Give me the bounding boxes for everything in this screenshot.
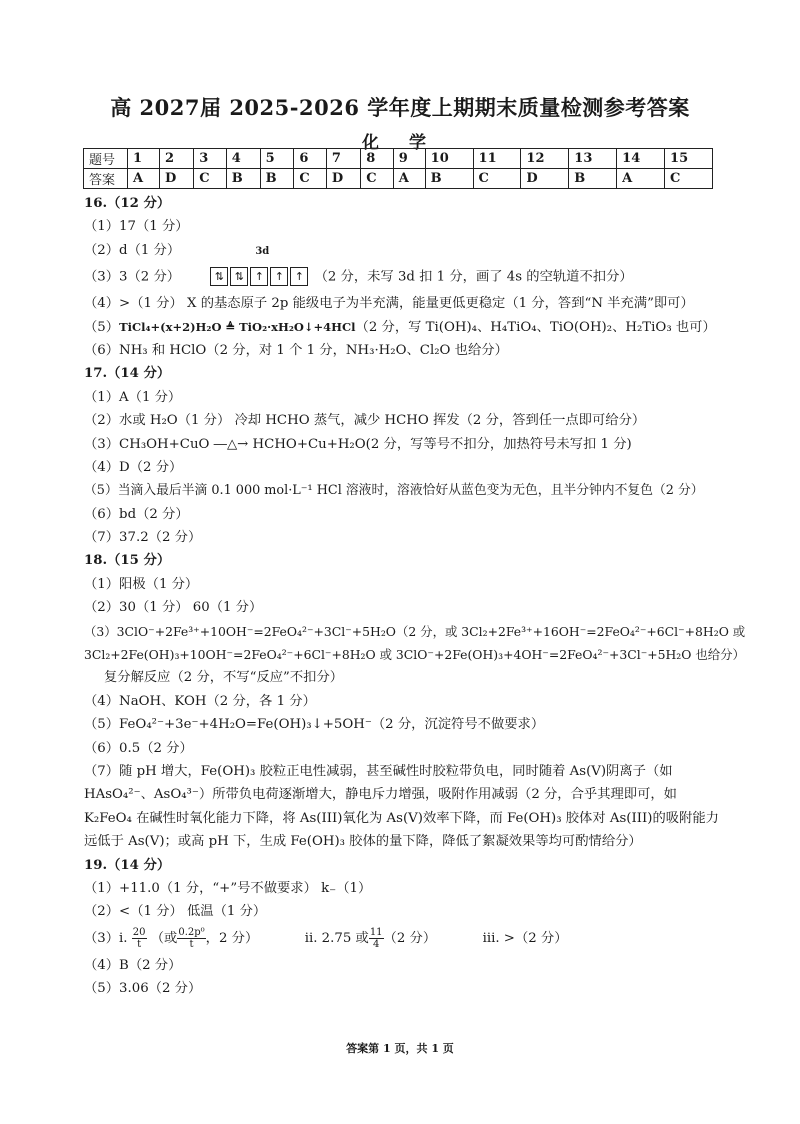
answer-key-table: [83, 148, 713, 189]
q17-line-1: （1）A（1 分）: [84, 389, 182, 405]
table-cell: 3: [194, 149, 227, 169]
table-cell: 8: [361, 149, 394, 169]
orbital-diagram: [210, 246, 310, 292]
q17-line-3: （3）CH₃OH+CuO ―△→ HCHO+Cu+H₂O(2 分，写等号不扣分，加热符号未写扣 1 分): [84, 436, 632, 452]
answer-row: [84, 169, 713, 189]
fraction-denominator: 4: [372, 938, 380, 950]
q16-heading: 16.（12 分）: [84, 196, 171, 211]
subject-heading: 化 学: [362, 133, 438, 153]
orbital-box: ⇅: [230, 267, 248, 286]
table-cell: 7: [326, 149, 360, 169]
q19-line-5: （5）3.06（2 分）: [84, 981, 202, 997]
answer-content: [84, 192, 746, 1001]
fraction: [369, 927, 384, 950]
table-cell: D: [159, 169, 193, 189]
table-cell: 11: [473, 149, 521, 169]
fraction-numerator: 20: [132, 926, 146, 938]
row-header-answer: 答案: [84, 169, 128, 189]
table-cell: 12: [521, 149, 569, 169]
q17-line-5: （5）当滴入最后半滴 0.1 000 mol·L⁻¹ HCl 溶液时，溶液恰好从蓝色变为无色，且半分钟内不复色（2 分）: [84, 483, 704, 499]
fraction-numerator: 11: [369, 926, 383, 938]
table-cell: C: [361, 169, 394, 189]
q18-line-2: （2）30（1 分） 60（1 分）: [84, 600, 263, 616]
fraction-denominator: t: [137, 938, 142, 950]
q18-line-6: （6）0.5（2 分）: [84, 740, 193, 756]
table-cell: B: [260, 169, 294, 189]
q18-line-5: （5）FeO₄²⁻+3e⁻+4H₂O=Fe(OH)₃↓+5OH⁻（2 分，沉淀符号不做要求）: [84, 717, 545, 733]
q18-line-4: （4）NaOH、KOH（2 分，各 1 分）: [84, 693, 316, 709]
fraction: [132, 927, 147, 950]
fraction-numerator: 0.2p⁰: [178, 926, 205, 938]
fraction-denominator: t: [189, 938, 194, 950]
table-cell: A: [617, 169, 665, 189]
q19-line-3-mid1: （或: [150, 930, 178, 946]
q19-line-3-part-iii: iii. >（2 分）: [482, 930, 568, 946]
table-cell: 2: [159, 149, 193, 169]
q19-heading: 19.（14 分）: [84, 857, 171, 873]
q19-line-1: （1）+11.0（1 分，“+”号不做要求） k₋（1）: [84, 881, 372, 896]
q18-line-1: （1）阳极（1 分）: [84, 576, 199, 592]
fraction: [177, 927, 205, 950]
table-cell: B: [425, 169, 473, 189]
q16-line-5: [84, 316, 724, 339]
q16-line-3-note: （2 分，未写 3d 扣 1 分，画了 4s 的空轨道不扣分）: [314, 269, 633, 285]
q18-line-7: （7）随 pH 增大，Fe(OH)₃ 胶粒正电性减弱，甚至碱性时胶粒带负电，同时随着 As(V)阴离子（如 HAsO₄²⁻、AsO₄³⁻）所带负电荷逐渐增大，静电斥力增强，吸附作用减弱（2 分，合乎其理即可，如 K₂FeO₄ 在碱性时氧化能力下降，将 As(III)氧化为 As(V)效率下降，而 Fe(OH)₃ 胶体对 As(III)的吸附能力远低于 As(V)；或高 pH 下，生成 Fe(OH)₃ 胶体的量下降，降低了絮凝效果等均可酌情给分）: [84, 763, 719, 850]
question-number-row: [84, 149, 713, 169]
table-cell: A: [393, 169, 425, 189]
orbital-box: ↑: [270, 267, 288, 286]
table-cell: A: [128, 169, 160, 189]
q16-line-1: （1）17（1 分）: [84, 219, 189, 235]
table-cell: C: [665, 169, 713, 189]
page-title: 高 2027届 2025-2026 学年度上期期末质量检测参考答案: [110, 95, 690, 120]
page-footer: 答案第 1 页，共 1 页: [346, 1042, 454, 1055]
q19-line-3: [84, 924, 724, 954]
table-cell: B: [569, 169, 617, 189]
table-cell: 13: [569, 149, 617, 169]
table-cell: C: [294, 169, 327, 189]
table-cell: 5: [260, 149, 294, 169]
table-cell: D: [326, 169, 360, 189]
q18-line-3b: 3Cl₂+2Fe(OH)₃+10OH⁻=2FeO₄²⁻+6Cl⁻+8H₂O 或 3ClO⁻+2Fe(OH)₃+4OH⁻=2FeO₄²⁻+3Cl⁻+5H₂O 也给分）: [84, 647, 745, 663]
q19-line-3-mid2: ，2 分）: [205, 930, 259, 946]
table-cell: 9: [393, 149, 425, 169]
table-cell: 15: [665, 149, 713, 169]
q18-heading: 18.（15 分）: [84, 553, 171, 569]
q17-line-2: （2）水或 H₂O（1 分） 冷却 HCHO 蒸气，减少 HCHO 挥发（2 分，答到任一点即可给分）: [84, 413, 646, 429]
orbital-box: ↑: [290, 267, 308, 286]
q17-line-4: （4）D（2 分）: [84, 459, 183, 475]
q19-line-3-part-ii-note: （2 分）: [383, 930, 437, 946]
q17-line-6: （6）bd（2 分）: [84, 506, 189, 522]
q16-line-5-note: （2 分，写 Ti(OH)₄、H₄TiO₄、TiO(OH)₂、H₂TiO₃ 也可）: [355, 319, 716, 335]
q19-line-2: （2）<（1 分） 低温（1 分）: [84, 904, 267, 920]
q16-line-6: （6）NH₃ 和 HClO（2 分，对 1 个 1 分，NH₃·H₂O、Cl₂O 也给分）: [84, 342, 508, 358]
table-cell: C: [473, 169, 521, 189]
q19-line-3-part-ii: ii. 2.75 或: [304, 930, 369, 946]
q18-line-3a: （3）3ClO⁻+2Fe³⁺+10OH⁻=2FeO₄²⁻+3Cl⁻+5H₂O（2 分，或 3Cl₂+2Fe³⁺+16OH⁻=2FeO₄²⁻+6Cl⁻+8H₂O 或: [84, 623, 746, 639]
orbital-label: 3d: [255, 246, 270, 258]
orbital-box: ↑: [250, 267, 268, 286]
table-cell: B: [226, 169, 260, 189]
q17-line-7: （7）37.2（2 分）: [84, 530, 202, 546]
table-cell: 14: [617, 149, 665, 169]
q16-line-5-prefix: （5）: [84, 319, 120, 335]
q16-equation: TiCl₄+(x+2)H₂O ≜ TiO₂·xH₂O↓+4HCl: [119, 319, 356, 334]
table-cell: 10: [425, 149, 473, 169]
table-cell: 4: [226, 149, 260, 169]
table-cell: 1: [128, 149, 160, 169]
row-header-number: 题号: [84, 149, 128, 169]
q19-line-4: （4）B（2 分）: [84, 957, 182, 973]
table-cell: C: [194, 169, 227, 189]
q16-line-2: （2）d（1 分）: [84, 242, 181, 258]
q16-line-4: （4）>（1 分） X 的基态原子 2p 能级电子为半充满，能量更低更稳定（1 分，答到“N 半充满”即可）: [84, 296, 694, 312]
q18-line-3c: 复分解反应（2 分，不写“反应”不扣分）: [104, 670, 344, 686]
table-cell: D: [521, 169, 569, 189]
q17-heading: 17.（14 分）: [84, 366, 171, 382]
q16-line-3-prefix: （3）3（2 分）: [84, 269, 181, 285]
q19-line-3-prefix: （3）i.: [84, 930, 128, 946]
table-cell: 6: [294, 149, 327, 169]
orbital-box: ⇅: [210, 267, 228, 286]
